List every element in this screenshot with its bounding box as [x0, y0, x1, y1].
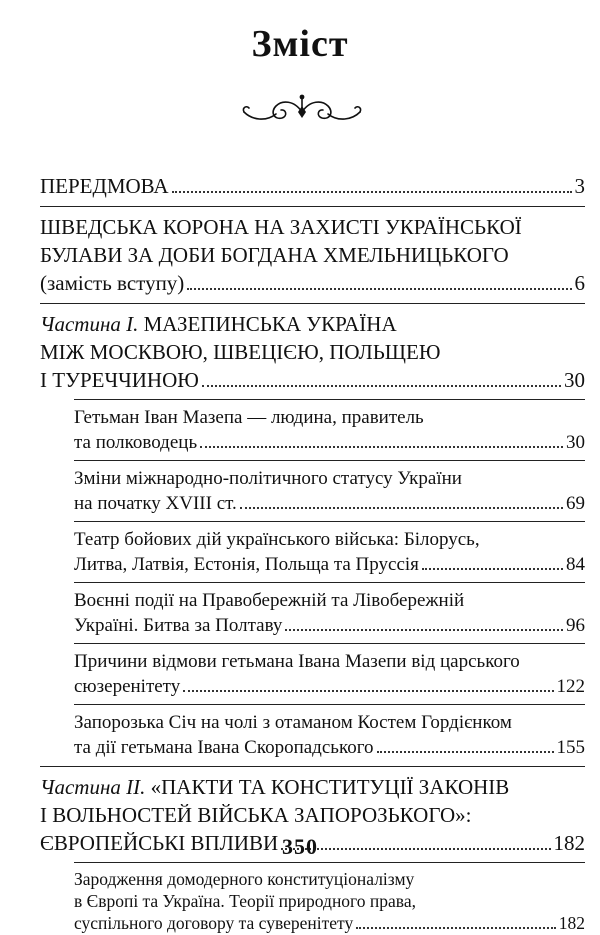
divider: [40, 303, 585, 304]
section-title: Театр бойових дій українського війська: Білорусь,: [74, 529, 480, 550]
section-title: Воєнні події на Правобережній та Лівобережній: [74, 590, 465, 611]
section-title: Литва, Латвія, Естонія, Польща та Пруссія: [74, 554, 419, 575]
entry-title: МІЖ МОСКВОЮ, ШВЕЦІЄЮ, ПОЛЬЩЕЮ: [40, 340, 441, 364]
leader-dots: [202, 385, 561, 387]
divider: [74, 862, 585, 863]
entry-title: І ТУРЕЧЧИНОЮ: [40, 368, 199, 392]
leader-dots: [422, 568, 563, 570]
section-title: Запорозька Січ на чолі з отаманом Костем Гордієнком: [74, 712, 512, 733]
section-title: Зміни міжнародно-політичного статусу України: [74, 468, 462, 489]
page-ref: 6: [574, 271, 585, 295]
toc-section-2-1[interactable]: [74, 868, 585, 935]
divider: [74, 582, 585, 583]
toc-entry-preface[interactable]: [40, 172, 585, 200]
section-title: Україні. Битва за Полтаву: [74, 615, 283, 636]
section-title: в Європі та Україна. Теорії природного права,: [74, 891, 416, 911]
divider: [74, 521, 585, 522]
toc-section-1-1[interactable]: [74, 405, 585, 455]
toc-section-1-3[interactable]: [74, 527, 585, 577]
page-ref: 155: [556, 737, 585, 758]
section-title: та полководець: [74, 432, 198, 453]
entry-title: ЄВРОПЕЙСЬКІ ВПЛИВИ: [40, 831, 279, 855]
entry-title: МАЗЕПИНСЬКА УКРАЇНА: [143, 312, 397, 336]
section-title: на початку XVIII ст.: [74, 493, 237, 514]
leader-dots: [240, 507, 563, 509]
page-ref: 30: [566, 432, 585, 453]
section-title: сюзеренітету: [74, 676, 181, 697]
leader-dots: [356, 927, 556, 929]
page-ref: 182: [558, 913, 585, 933]
toc-section-1-5[interactable]: [74, 649, 585, 699]
page-title: Зміст: [251, 23, 349, 65]
page-ref: 122: [556, 676, 585, 697]
toc-entry-part-1[interactable]: [40, 310, 585, 394]
page-ref: 69: [566, 493, 585, 514]
toc-section-1-2[interactable]: [74, 466, 585, 516]
page-ref: 30: [564, 368, 585, 392]
divider: [40, 766, 585, 767]
entry-title: БУЛАВИ ЗА ДОБИ БОГДАНА ХМЕЛЬНИЦЬКОГО: [40, 243, 509, 267]
toc-section-1-6[interactable]: [74, 710, 585, 760]
part-label: Частина І.: [40, 312, 139, 336]
leader-dots: [377, 751, 554, 753]
leader-dots: [187, 288, 571, 290]
leader-dots: [183, 690, 553, 692]
entry-title: (замість вступу): [40, 271, 185, 295]
divider: [40, 206, 585, 207]
page-number: 350: [282, 834, 318, 859]
entry-title: ШВЕДСЬКА КОРОНА НА ЗАХИСТІ УКРАЇНСЬКОЇ: [40, 215, 522, 239]
toc-section-1-4[interactable]: [74, 588, 585, 638]
table-of-contents: [40, 172, 585, 935]
divider: [74, 704, 585, 705]
scroll-flourish-icon: [240, 92, 364, 128]
section-title: Причини відмови гетьмана Івана Мазепи від царського: [74, 651, 520, 672]
leader-dots: [172, 191, 572, 193]
page-ref: 3: [574, 174, 585, 198]
divider: [74, 460, 585, 461]
entry-title: І ВОЛЬНОСТЕЙ ВІЙСЬКА ЗАПОРОЗЬКОГО»:: [40, 803, 472, 827]
leader-dots: [200, 446, 563, 448]
leader-dots: [285, 629, 563, 631]
section-title: Гетьман Іван Мазепа — людина, правитель: [74, 407, 424, 428]
divider: [74, 643, 585, 644]
entry-title: «ПАКТИ ТА КОНСТИТУЦІЇ ЗАКОНІВ: [150, 775, 510, 799]
divider: [74, 399, 585, 400]
entry-title: ПЕРЕДМОВА: [40, 174, 169, 198]
section-title: суспільного договору та суверенітету: [74, 913, 354, 933]
section-title: та дії гетьмана Івана Скоропадського: [74, 737, 374, 758]
section-title: Зародження домодерного конституціоналізму: [74, 869, 415, 889]
part-label: Частина ІІ.: [40, 775, 146, 799]
page-ref: 182: [553, 831, 585, 855]
page-ref: 84: [566, 554, 585, 575]
page-ref: 96: [566, 615, 585, 636]
toc-entry-swedish-crown[interactable]: [40, 213, 585, 297]
